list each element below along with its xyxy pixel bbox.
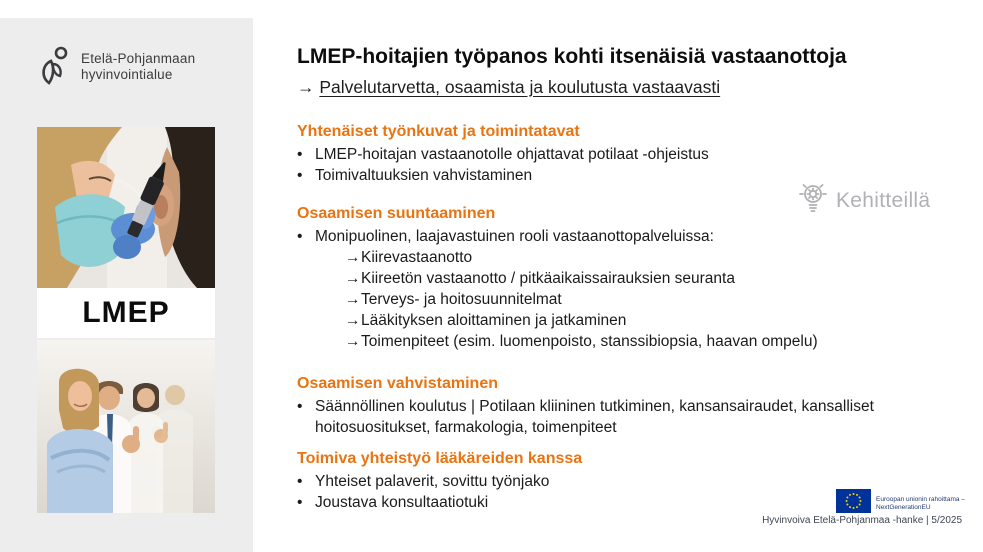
- list-item: • Säännöllinen koulutus | Potilaan kliininen tutkiminen, kansansairaudet, kansalliset hoitosuositukset, farmakologia, toimenpiteet: [297, 398, 874, 436]
- arrow-glyph: →: [345, 333, 361, 350]
- section-osaamisen-vahvistaminen: [297, 374, 957, 438]
- section-heading: Toimiva yhteistyö lääkäreiden kanssa: [297, 450, 583, 467]
- list-item: • Joustava konsultaatiotuki: [297, 494, 489, 511]
- otoscope-exam-photo: [37, 127, 215, 288]
- bullet-glyph: •: [297, 228, 303, 245]
- org-logo-icon: [38, 46, 72, 88]
- org-logo-text: Etelä-Pohjanmaan hyvinvointialue: [81, 51, 196, 82]
- list-subitem: → Terveys- ja hoitosuunnitelmat: [345, 291, 562, 308]
- lightbulb-gear-icon: [798, 181, 828, 220]
- project-footer: Hyvinvoiva Etelä-Pohjanmaa -hanke | 5/2025: [762, 515, 962, 526]
- list-subitem: → Lääkityksen aloittaminen ja jatkaminen: [345, 312, 627, 329]
- list-item: • LMEP-hoitajan vastaanotolle ohjattavat potilaat -ohjeistus: [297, 146, 709, 163]
- section-heading: Osaamisen vahvistaminen: [297, 375, 498, 392]
- slide-title: LMEP-hoitajien työpanos kohti itsenäisiä vastaanottoja: [297, 45, 847, 68]
- list-item: • Monipuolinen, laajavastuinen rooli vastaanottopalveluissa:: [297, 228, 714, 245]
- org-logo: [38, 46, 195, 88]
- arrow-glyph: →: [345, 291, 361, 308]
- slide-subtitle-text: Palvelutarvetta, osaamista ja koulutusta vastaavasti: [319, 77, 721, 97]
- status-watermark-label: Kehitteillä: [836, 188, 931, 212]
- list-subitem: → Kiirevastaanotto: [345, 249, 473, 266]
- section-heading: Yhtenäiset työnkuvat ja toimintatavat: [297, 123, 580, 140]
- slide-subtitle: [297, 76, 957, 98]
- sidebar: [0, 18, 253, 552]
- arrow-glyph: →: [345, 270, 361, 287]
- eu-funding-block: [836, 489, 965, 518]
- lmep-label: LMEP: [37, 288, 215, 338]
- bullet-glyph: •: [297, 473, 303, 490]
- care-team-photo: [37, 340, 215, 513]
- section-heading: Osaamisen suuntaaminen: [297, 205, 496, 222]
- list-item: • Yhteiset palaverit, sovittu työnjako: [297, 473, 550, 490]
- bullet-glyph: •: [297, 167, 303, 184]
- bullet-glyph: •: [297, 146, 303, 163]
- bullet-glyph: •: [297, 494, 303, 511]
- arrow-glyph: →: [297, 77, 315, 97]
- list-subitem: → Toimenpiteet (esim. luomenpoisto, stanssibiopsia, haavan ompelu): [345, 333, 818, 350]
- bullet-glyph: •: [297, 398, 303, 415]
- eu-funding-text: Euroopan unionin rahoittama – NextGenerationEU: [876, 495, 965, 511]
- list-item: • Toimivaltuuksien vahvistaminen: [297, 167, 533, 184]
- section-yhtenaiset-tyonkuvat: [297, 122, 957, 186]
- section-osaamisen-suuntaaminen: [297, 204, 957, 352]
- arrow-glyph: →: [345, 249, 361, 266]
- status-watermark: [798, 181, 930, 220]
- list-subitem: → Kiireetön vastaanotto / pitkäaikaissairauksien seuranta: [345, 270, 735, 287]
- eu-flag-icon: [836, 489, 871, 518]
- main-content: [297, 44, 957, 513]
- arrow-glyph: →: [345, 312, 361, 329]
